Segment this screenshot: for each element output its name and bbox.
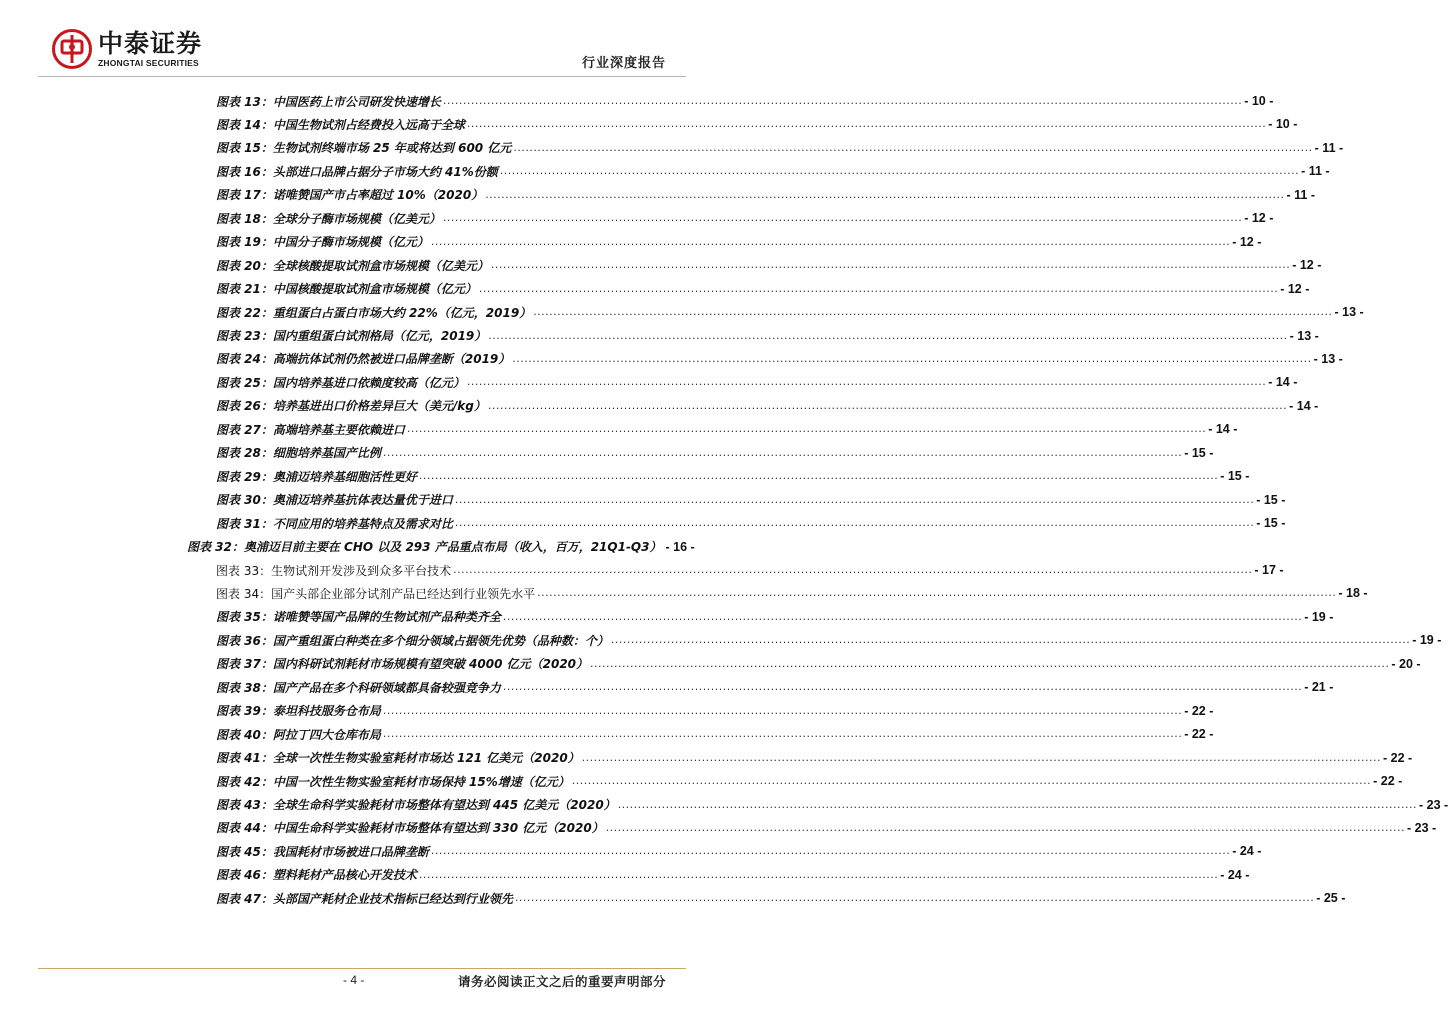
- toc-entry-label: 图表 29：奥浦迈培养基细胞活性更好: [216, 469, 417, 484]
- logo-english-name: ZHONGTAI SECURITIES: [98, 58, 199, 68]
- toc-entry-label: 图表 30：奥浦迈培养基抗体表达量优于进口: [216, 493, 453, 508]
- toc-entry-page: - 22 -: [1373, 774, 1403, 789]
- page-number: - 4 -: [343, 973, 365, 987]
- toc-entry-page: - 13 -: [1289, 328, 1319, 343]
- toc-entry[interactable]: [216, 560, 1284, 580]
- toc-entry-label: 图表 42：中国一次性生物实验室耗材市场保持 15%增速（亿元）: [216, 774, 570, 789]
- toc-entry-page: - 19 -: [1412, 633, 1442, 648]
- logo-chinese-name: 中泰证券: [98, 29, 203, 58]
- toc-entry[interactable]: [216, 888, 1346, 908]
- toc-leader-dots: ........................................................................................................................................................................................................: [590, 656, 1390, 670]
- toc-entry-label: 图表 32：奥浦迈目前主要在 CHO 以及 293 产品重点布局（收入，百万，21Q1-Q3）: [187, 540, 662, 555]
- toc-entry-label: 图表 26：培养基进出口价格差异巨大（美元/kg）: [216, 399, 486, 414]
- toc-entry[interactable]: [216, 583, 1368, 603]
- toc-leader-dots: ........................................................................................................................................................................................................: [537, 586, 1337, 600]
- toc-entry-label: 图表 17：诺唯赞国产市占率超过 10%（2020）: [216, 188, 484, 203]
- toc-entry-page: - 10 -: [1268, 117, 1298, 132]
- toc-leader-dots: ........................................................................................................................................................................................................: [418, 469, 1219, 483]
- toc-entry-page: - 11 -: [1314, 140, 1344, 155]
- toc-entry-label: 图表 39：泰坦科技服务仓布局: [216, 704, 381, 719]
- toc-entry[interactable]: [216, 279, 1310, 299]
- toc-entry-page: - 21 -: [1304, 680, 1334, 695]
- toc-leader-dots: ........................................................................................................................................................................................................: [466, 375, 1267, 389]
- toc-entry-page: - 11 -: [1286, 187, 1316, 202]
- toc-leader-dots: ........................................................................................................................................................................................................: [610, 633, 1411, 647]
- toc-entry-label: 图表 40：阿拉丁四大仓库布局: [216, 727, 381, 742]
- toc-entry-page: - 12 -: [1280, 281, 1310, 296]
- toc-entry-page: - 14 -: [1208, 422, 1238, 437]
- toc-leader-dots: ........................................................................................................................................................................................................: [490, 258, 1291, 272]
- toc-entry-label: 图表 46：塑料耗材产品核心开发技术: [216, 868, 417, 883]
- toc-leader-dots: ........................................................................................................................................................................................................: [382, 727, 1183, 741]
- toc-leader-dots: ........................................................................................................................................................................................................: [454, 492, 1255, 506]
- toc-entry[interactable]: [216, 161, 1330, 181]
- toc-entry-page: - 15 -: [1220, 469, 1250, 484]
- toc-entry[interactable]: [216, 419, 1238, 439]
- toc-entry-label: 图表 20：全球核酸提取试剂盒市场规模（亿美元）: [216, 258, 489, 273]
- toc-entry-label: 图表 44：中国生命科学实验耗材市场整体有望达到 330 亿元（2020）: [216, 821, 604, 836]
- toc-entry-label: 图表 27：高端培养基主要依赖进口: [216, 422, 405, 437]
- toc-entry-page: - 24 -: [1220, 867, 1250, 882]
- header-divider: [38, 76, 686, 77]
- toc-leader-dots: ........................................................................................................................................................................................................: [485, 187, 1285, 201]
- toc-entry[interactable]: [216, 466, 1250, 486]
- toc-entry-page: - 13 -: [1334, 305, 1364, 320]
- toc-entry-label: 图表 43：全球生命科学实验耗材市场整体有望达到 445 亿美元（2020）: [216, 798, 616, 812]
- toc-entry[interactable]: [216, 748, 1413, 768]
- toc-entry-page: - 23 -: [1419, 797, 1448, 812]
- toc-entry[interactable]: [216, 865, 1250, 885]
- toc-entry-page: - 12 -: [1232, 234, 1262, 249]
- toc-entry[interactable]: [216, 490, 1286, 510]
- toc-entry-label: 图表 14：中国生物试剂占经费投入远高于全球: [216, 117, 465, 132]
- toc-entry-label: 图表 33：生物试剂开发涉及到众多平台技术: [216, 563, 452, 578]
- toc-entry-page: - 25 -: [1316, 891, 1346, 906]
- toc-entry[interactable]: [216, 795, 1448, 815]
- toc-entry[interactable]: [216, 255, 1322, 275]
- toc-entry-page: - 18 -: [1338, 586, 1368, 601]
- toc-entry[interactable]: [216, 185, 1316, 205]
- toc-entry-label: 图表 47：头部国产耗材企业技术指标已经达到行业领先: [216, 891, 513, 906]
- toc-entry[interactable]: [216, 513, 1286, 533]
- toc-leader-dots: ........................................................................................................................................................................................................: [499, 164, 1300, 178]
- toc-entry[interactable]: [187, 537, 695, 557]
- toc-leader-dots: ........................................................................................................................................................................................................: [502, 680, 1303, 694]
- toc-entry-label: 图表 18：全球分子酶市场规模（亿美元）: [216, 211, 441, 226]
- toc-entry-page: - 19 -: [1304, 609, 1334, 624]
- toc-entry-label: 图表 35：诺唯赞等国产品牌的生物试剂产品种类齐全: [216, 610, 501, 625]
- toc-entry[interactable]: [216, 724, 1214, 744]
- toc-entry[interactable]: [216, 443, 1214, 463]
- footer-divider: [38, 968, 686, 969]
- toc-entry-label: 图表 36：国产重组蛋白种类在多个细分领域占据领先优势（品种数：个）: [216, 633, 609, 648]
- toc-entry-label: 图表 45：我国耗材市场被进口品牌垄断: [216, 844, 429, 859]
- toc-entry-page: - 20 -: [1391, 656, 1421, 671]
- toc-entry[interactable]: [216, 677, 1334, 697]
- toc-entry-page: - 15 -: [1184, 445, 1214, 460]
- toc-entry-label: 图表 41：全球一次性生物实验室耗材市场达 121 亿美元（2020）: [216, 751, 580, 766]
- toc-entry[interactable]: [216, 771, 1403, 791]
- toc-entry-label: 图表 19：中国分子酶市场规模（亿元）: [216, 235, 429, 250]
- toc-entry-page: - 22 -: [1184, 727, 1214, 742]
- toc-leader-dots: ........................................................................................................................................................................................................: [454, 516, 1255, 530]
- toc-entry-label: 图表 23：国内重组蛋白试剂格局（亿元，2019）: [216, 329, 487, 343]
- toc-entry-page: - 11 -: [1301, 164, 1330, 179]
- toc-entry-page: - 22 -: [1184, 703, 1214, 718]
- toc-entry[interactable]: [216, 349, 1343, 369]
- toc-entry-label: 图表 15：生物试剂终端市场 25 年或将达到 600 亿元: [216, 141, 512, 156]
- toc-leader-dots: ........................................................................................................................................................................................................: [581, 750, 1382, 764]
- toc-entry[interactable]: [216, 114, 1298, 134]
- toc-entry-page: - 10 -: [1244, 94, 1274, 108]
- toc-entry-label: 图表 24：高端抗体试剂仍然被进口品牌垄断（2019）: [216, 352, 511, 367]
- toc-entry[interactable]: [216, 208, 1274, 228]
- toc-entry-page: - 16 -: [665, 539, 695, 554]
- toc-entry-page: - 14 -: [1289, 398, 1319, 413]
- toc-entry[interactable]: [216, 138, 1344, 158]
- toc-entry-label: 图表 22：重组蛋白占蛋白市场大约 22%（亿元，2019）: [216, 305, 532, 320]
- toc-leader-dots: ........................................................................................................................................................................................................: [466, 117, 1267, 131]
- report-type-label: 行业深度报告: [581, 56, 666, 71]
- toc-entry-label: 图表 13：中国医药上市公司研发快速增长: [216, 94, 441, 109]
- toc-entry-page: - 12 -: [1292, 258, 1322, 273]
- toc-entry[interactable]: [216, 302, 1364, 322]
- toc-leader-dots: ........................................................................................................................................................................................................: [513, 140, 1313, 154]
- zhongtai-logo-icon: [52, 29, 92, 69]
- toc-leader-dots: ........................................................................................................................................................................................................: [571, 774, 1372, 788]
- toc-entry[interactable]: [216, 91, 1274, 111]
- toc-leader-dots: ........................................................................................................................................................................................................: [382, 703, 1183, 717]
- toc-leader-dots: ........................................................................................................................................................................................................: [502, 609, 1303, 623]
- toc-leader-dots: ........................................................................................................................................................................................................: [488, 328, 1288, 342]
- toc-leader-dots: ........................................................................................................................................................................................................: [478, 281, 1279, 295]
- toc-leader-dots: ........................................................................................................................................................................................................: [487, 398, 1288, 412]
- toc-leader-dots: ........................................................................................................................................................................................................: [514, 891, 1315, 905]
- toc-entry-label: 图表 34：国产头部企业部分试剂产品已经达到行业领先水平: [216, 586, 536, 601]
- toc-leader-dots: ........................................................................................................................................................................................................: [512, 351, 1312, 365]
- toc-leader-dots: ........................................................................................................................................................................................................: [533, 305, 1333, 319]
- toc-entry-page: - 24 -: [1232, 844, 1262, 859]
- toc-entry-label: 图表 16：头部进口品牌占据分子市场大约 41%份额: [216, 164, 498, 179]
- toc-entry-page: - 15 -: [1256, 492, 1286, 507]
- toc-entry[interactable]: [216, 396, 1319, 416]
- toc-leader-dots: ........................................................................................................................................................................................................: [617, 797, 1418, 811]
- toc-entry[interactable]: [216, 326, 1319, 346]
- toc-entry-label: 图表 38：国产产品在多个科研领域都具备较强竞争力: [216, 680, 501, 695]
- toc-entry-page: - 12 -: [1244, 211, 1274, 226]
- toc-entry-label: 图表 21：中国核酸提取试剂盒市场规模（亿元）: [216, 282, 477, 297]
- toc-entry-label: 图表 25：国内培养基进口依赖度较高（亿元）: [216, 375, 465, 390]
- page-header: [0, 0, 724, 78]
- toc-entry-label: 图表 37：国内科研试剂耗材市场规模有望突破 4000 亿元（2020）: [216, 657, 589, 672]
- toc-entry[interactable]: [216, 654, 1421, 674]
- toc-entry[interactable]: [216, 701, 1214, 721]
- toc-entry-page: - 17 -: [1254, 563, 1284, 577]
- toc-entry-label: 图表 28：细胞培养基国产比例: [216, 446, 381, 461]
- company-logo: [52, 24, 202, 74]
- toc-leader-dots: ........................................................................................................................................................................................................: [605, 820, 1406, 834]
- toc-entry[interactable]: [216, 841, 1262, 861]
- toc-entry-page: - 14 -: [1268, 375, 1298, 390]
- toc-leader-dots: ........................................................................................................................................................................................................: [430, 844, 1231, 858]
- toc-entry[interactable]: [216, 818, 1437, 838]
- toc-entry-label: 图表 31：不同应用的培养基特点及需求对比: [216, 516, 453, 531]
- disclaimer-notice: 请务必阅读正文之后的重要声明部分: [457, 974, 666, 989]
- toc-entry-page: - 23 -: [1407, 820, 1437, 835]
- toc-leader-dots: ........................................................................................................................................................................................................: [442, 94, 1243, 107]
- toc-entry[interactable]: [216, 607, 1334, 627]
- toc-leader-dots: ........................................................................................................................................................................................................: [442, 211, 1243, 225]
- toc-leader-dots: ........................................................................................................................................................................................................: [430, 234, 1231, 248]
- toc-entry-page: - 13 -: [1313, 351, 1343, 366]
- toc-entry[interactable]: [216, 372, 1298, 392]
- toc-leader-dots: ........................................................................................................................................................................................................: [382, 445, 1183, 459]
- toc-leader-dots: ........................................................................................................................................................................................................: [418, 867, 1219, 881]
- toc-entry[interactable]: [216, 630, 1442, 650]
- toc-entry-page: - 22 -: [1383, 750, 1413, 765]
- toc-entry[interactable]: [216, 232, 1262, 252]
- toc-entry-page: - 15 -: [1256, 516, 1286, 531]
- toc-leader-dots: ........................................................................................................................................................................................................: [453, 563, 1253, 576]
- toc-leader-dots: ........................................................................................................................................................................................................: [406, 422, 1207, 436]
